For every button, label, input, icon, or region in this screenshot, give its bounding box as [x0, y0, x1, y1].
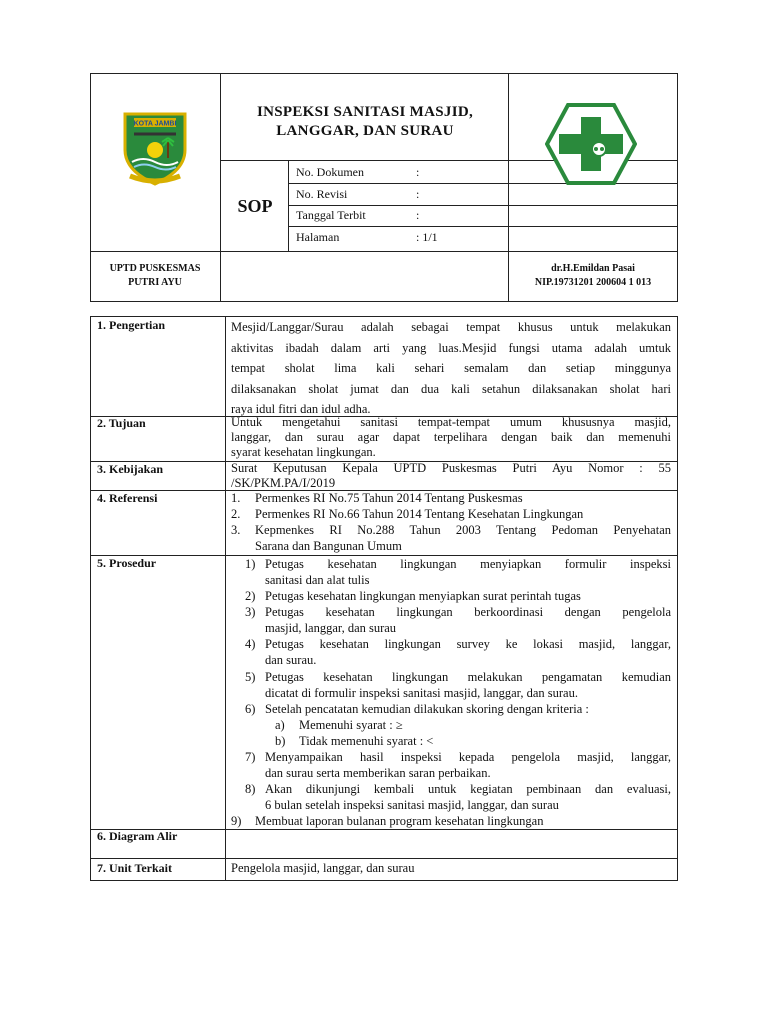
- puskesmas-logo: [545, 103, 637, 185]
- signer-name: dr.H.Emildan Pasai: [551, 263, 635, 274]
- list-item: 4) Petugas kesehatan lingkungan survey ke lokasi masjid, langgar,: [245, 637, 671, 652]
- list-item: a) Memenuhi syarat : ≥: [275, 717, 403, 732]
- document-title: [222, 103, 508, 141]
- meta-value-halaman: : 1/1: [416, 230, 438, 244]
- list-item: 2) Petugas kesehatan lingkungan menyiapkan surat perintah tugas: [245, 589, 581, 604]
- list-item: 5) Petugas kesehatan lingkungan melakukan pengamatan kemudian: [245, 669, 671, 684]
- text-kebijakan: Surat Keputusan Kepala UPTD Puskesmas Putri Ayu Nomor : 55 /SK/PKM.PA/I/2019: [231, 461, 671, 490]
- sop-label: SOP: [237, 196, 273, 216]
- list-prosedur: 1) Petugas kesehatan lingkungan menyiapkan formulir inspeksi sanitasi dan alat tulis 2) Petugas kesehatan lingkungan menyiapkan surat perintah tugas 3) Petugas kesehatan lingkungan berkoordinasi dengan pengelola masjid, langgar, dan surau 4) Petugas kesehatan lingkungan survey ke lokasi masjid, langgar, dan surau. 5) Petugas kesehatan lingkungan melakukan pengamatan kemudian dicatat di formulir inspeksi sanitasi masjid, langgar, dan surau. 6) Setelah pencatatan kemudian dilakukan skoring dengan kriteria : a) Memenuhi syarat : ≥ b) Tidak memenuhi syarat : < 7) Menyampaikan hasil inspeksi kepada pengelola masjid, langgar, dan surau serta memberikan saran perbaikan. 8) Akan dikunjungi kembali untuk kegiatan pembinaan dan evaluasi, 6 bulan setelah inspeksi sanitasi masjid, langgar, dan surau 9) Membuat laporan bulanan program kesehatan lingkungan: [231, 557, 671, 829]
- list-item: 9) Membuat laporan bulanan program kesehatan lingkungan: [231, 814, 544, 829]
- meta-value-tanggal: :: [416, 208, 420, 222]
- list-item: 3. Kepmenkes RI No.288 Tahun 2003 Tentang Pedoman Penyehatan: [231, 523, 671, 537]
- list-item: 7) Menyampaikan hasil inspeksi kepada pengelola masjid, langgar,: [245, 749, 671, 764]
- meta-label-tanggal: Tanggal Terbit: [296, 208, 366, 222]
- label-tujuan: 2. Tujuan: [97, 416, 146, 430]
- meta-label-revisi: No. Revisi: [296, 187, 348, 201]
- signer-nip: NIP.19731201 200604 1 013: [534, 277, 652, 288]
- organization-name: UPTD PUSKESMAS PUTRI AYU: [109, 263, 201, 288]
- svg-text:KOTA JAMBI: KOTA JAMBI: [133, 120, 177, 128]
- label-prosedur: 5. Prosedur: [97, 556, 157, 570]
- list-item: 3) Petugas kesehatan lingkungan berkoordinasi dengan pengelola: [245, 605, 671, 620]
- meta-label-halaman: Halaman: [296, 230, 340, 244]
- text-tujuan: Untuk mengetahui sanitasi tempat-tempat umum khususnya masjid, langgar, dan surau agar dapat terpelihara dengan baik dan memenuhi syarat kesehatan lingkungan.: [231, 415, 671, 459]
- list-item: 6) Setelah pencatatan kemudian dilakukan skoring dengan kriteria :: [245, 701, 589, 716]
- list-item: 1. Permenkes RI No.75 Tahun 2014 Tentang Puskesmas: [231, 491, 523, 505]
- title-line-2: LANGGAR, DAN SURAU: [276, 123, 454, 139]
- text-pengertian: Mesjid/Langgar/Surau adalah sebagai tempat khusus untuk melakukan aktivitas ibadah dalam arti yang luas.Mesjid fungsi utama adalah umtuk tempat sholat lima kali sehari semalam dan setiap minggunya dilaksanakan sholat jumat dan dua kali setahun dilaksanakan sholat hari raya idul fitri dan idul adha.: [231, 320, 671, 417]
- meta-value-revisi: :: [416, 187, 420, 201]
- label-kebijakan: 3. Kebijakan: [97, 462, 164, 476]
- label-diagram-alir: 6. Diagram Alir: [97, 829, 178, 843]
- list-item: b) Tidak memenuhi syarat : <: [275, 733, 434, 748]
- label-pengertian: 1. Pengertian: [97, 318, 165, 332]
- signer-block: [508, 262, 678, 290]
- title-line-1: INSPEKSI SANITASI MASJID,: [256, 104, 474, 120]
- city-crest-logo: [120, 110, 190, 186]
- label-unit-terkait: 7. Unit Terkait: [97, 861, 173, 875]
- text-unit-terkait: Pengelola masjid, langgar, dan surau: [231, 861, 415, 875]
- list-item: 2. Permenkes RI No.66 Tahun 2014 Tentang Kesehatan Lingkungan: [231, 507, 584, 521]
- label-referensi: 4. Referensi: [97, 491, 158, 505]
- list-referensi: 1. Permenkes RI No.75 Tahun 2014 Tentang Puskesmas 2. Permenkes RI No.66 Tahun 2014 Tentang Kesehatan Lingkungan 3. Kepmenkes RI No.288 Tahun 2003 Tentang Pedoman Penyehatan Sarana dan Bangunan Umum: [231, 491, 671, 553]
- list-item: 8) Akan dikunjungi kembali untuk kegiatan pembinaan dan evaluasi,: [245, 782, 671, 797]
- meta-label-dokumen: No. Dokumen: [296, 165, 364, 179]
- meta-value-dokumen: :: [416, 165, 420, 179]
- list-item: 1) Petugas kesehatan lingkungan menyiapkan formulir inspeksi: [245, 557, 671, 571]
